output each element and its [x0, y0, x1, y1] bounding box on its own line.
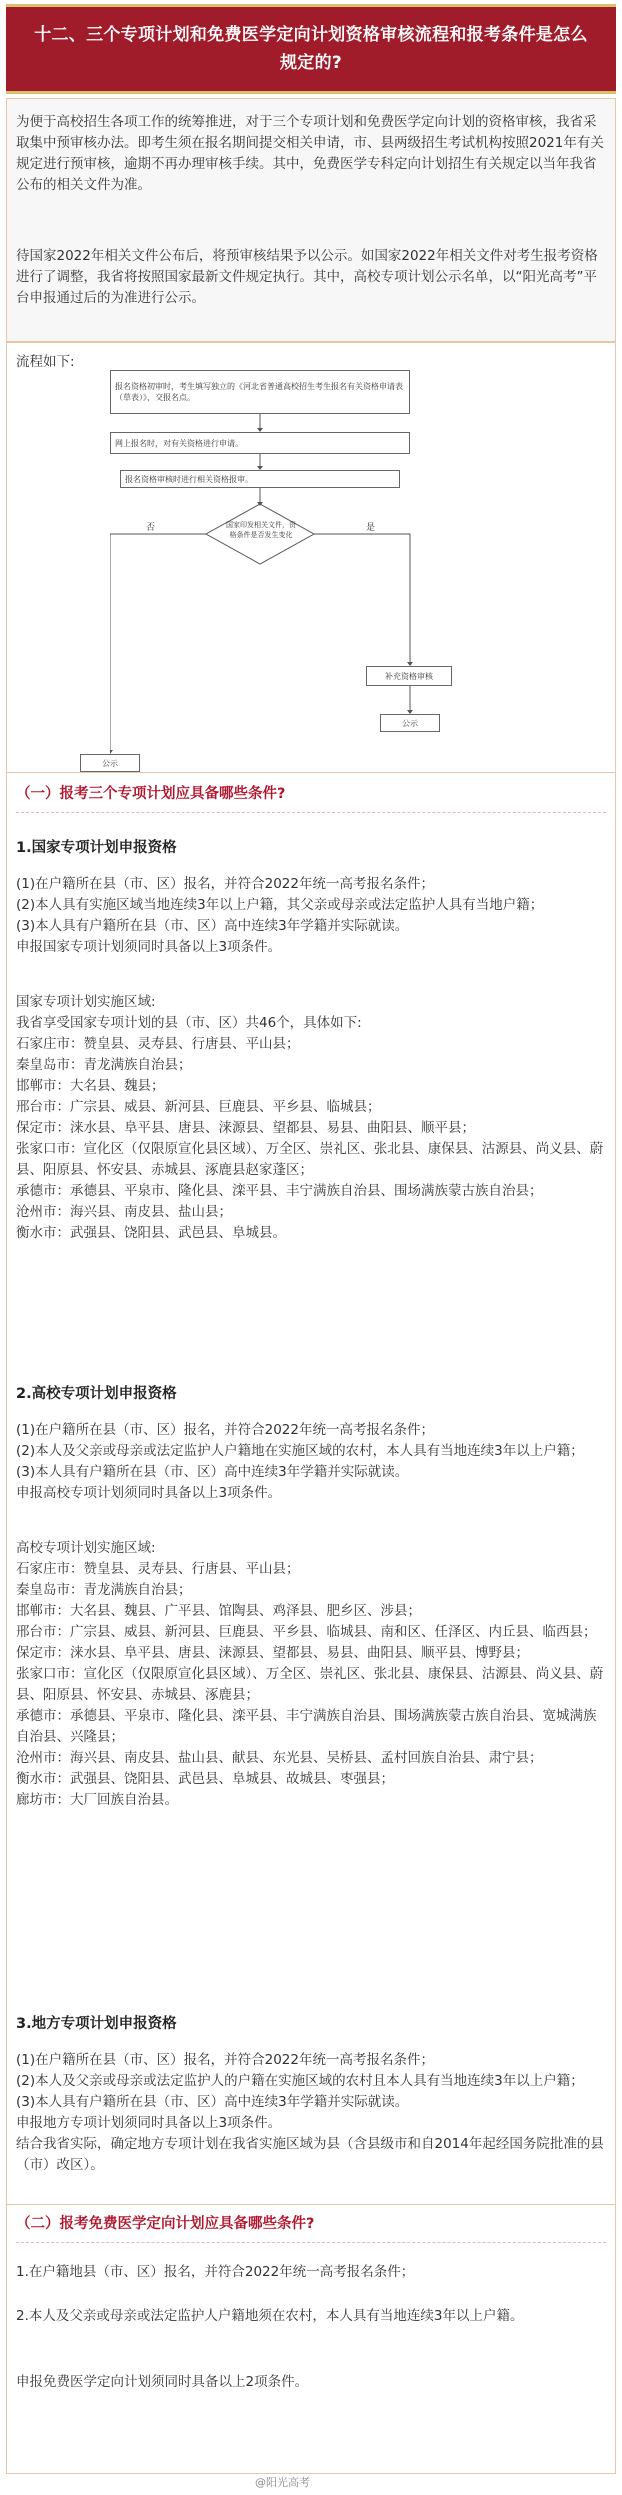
university-area-4: 邢台市：广宗县、威县、新河县、巨鹿县、平乡县、临城县、南和区、任泽区、内丘县、临西县； [16, 1624, 597, 1640]
university-area-5: 保定市：涞水县、阜平县、唐县、涞源县、望都县、易县、曲阳县、顺平县、博野县； [16, 1645, 529, 1661]
flow-step-3: 报名资格审核时进行相关资格报审。 [120, 470, 400, 488]
local-plan-title: 3.地方专项计划申报资格 [16, 2016, 177, 2032]
section-2-divider [6, 2204, 616, 2205]
national-areas [16, 1034, 608, 1244]
national-area-4: 邢台市：广宗县、威县、新河县、巨鹿县、平乡县、临城县； [16, 1099, 381, 1115]
university-area-title: 高校专项计划实施区域: [16, 1540, 156, 1556]
university-area-9: 衡水市：武强县、饶阳县、武邑县、阜城县、故城县、枣强县； [16, 1771, 394, 1787]
intro-paragraph-2: 待国家2022年相关文件公布后，将预审核结果予以公示。如国家2022年相关文件对考生报考资格进行了调整，我省将按照国家最新文件规定执行。其中，高校专项计划公示名单，以“阳光高考”平台申报通过后的为准进行公示。 [16, 248, 598, 306]
flowchart-connectors [110, 362, 510, 770]
local-condition-summary: 申报地方专项计划须同时具备以上3项条件。 [16, 2115, 282, 2131]
national-plan-title: 1.国家专项计划申报资格 [16, 840, 177, 856]
university-condition-1: (1)在户籍所在县（市、区）报名，并符合2022年统一高考报名条件； [16, 1422, 434, 1438]
local-condition-3: (3)本人具有户籍所在县（市、区）高中连续3年学籍并实际就读。 [16, 2094, 409, 2110]
university-condition-3: (3)本人具有户籍所在县（市、区）高中连续3年学籍并实际就读。 [16, 1464, 409, 1480]
university-conditions [16, 1420, 608, 1504]
local-conditions [16, 2050, 608, 2176]
national-area-1: 石家庄市：赞皇县、灵寿县、行唐县、平山县； [16, 1036, 300, 1052]
university-plan-title: 2.高校专项计划申报资格 [16, 1386, 177, 1402]
national-area-6: 张家口市：宣化区（仅限原宣化县区域）、万全区、崇礼区、张北县、康保县、沽源县、尚义县、蔚县、阳原县、怀安县、赤城县、涿鹿县赵家蓬区； [16, 1141, 604, 1178]
flow-publish-left: 公示 [80, 754, 140, 772]
section-2-heading: （二）报考免费医学定向计划应具备哪些条件? [16, 2216, 315, 2232]
university-area-8: 沧州市：海兴县、南皮县、盐山县、献县、东光县、吴桥县、孟村回族自治县、肃宁县； [16, 1750, 543, 1766]
section-1-rule [16, 812, 606, 813]
national-area-3: 邯郸市：大名县、魏县； [16, 1078, 165, 1094]
national-area-8: 沧州市：海兴县、南皮县、盐山县； [16, 1204, 232, 1220]
university-area-2: 秦皇岛市：青龙满族自治县； [16, 1582, 192, 1598]
university-areas [16, 1559, 608, 1811]
flow-decision: 国家印发相关文件，资格条件是否发生变化 [226, 521, 296, 539]
intro-divider [6, 342, 616, 343]
flow-yes-label: 是 [366, 523, 376, 533]
title-banner [6, 4, 616, 94]
flowchart [102, 362, 510, 770]
university-area-3: 邯郸市：大名县、魏县、广平县、馆陶县、鸡泽县、肥乡区、涉县； [16, 1603, 421, 1619]
flow-publish-right: 公示 [380, 714, 440, 732]
national-area-7: 承德市：承德县、平泉市、隆化县、滦平县、丰宁满族自治县、围场满族蒙古族自治县； [16, 1183, 543, 1199]
local-condition-1: (1)在户籍所在县（市、区）报名，并符合2022年统一高考报名条件； [16, 2052, 434, 2068]
flow-step-1: 报名资格初审时，考生填写独立的《河北省普通高校招生考生报名有关资格申请表（草表）》，交报名点。 [110, 370, 410, 414]
national-condition-2: (2)本人具有实施区域当地连续3年以上户籍，其父亲或母亲或法定监护人具有当地户籍； [16, 897, 544, 913]
flow-supplement: 补充资格审核 [366, 666, 452, 686]
national-area-title: 国家专项计划实施区域: [16, 994, 156, 1010]
national-conditions [16, 874, 608, 958]
section-2-rule [16, 2242, 606, 2243]
medical-condition-summary: 申报免费医学定向计划须同时具备以上2项条件。 [16, 2374, 309, 2390]
university-condition-2: (2)本人及父亲或母亲或法定监护人户籍地在实施区域的农村，本人具有当地连续3年以上户籍； [16, 1443, 584, 1459]
section-1-heading: （一）报考三个专项计划应具备哪些条件? [16, 786, 286, 802]
medical-condition-1: 1.在户籍地县（市、区）报名，并符合2022年统一高考报名条件； [16, 2264, 415, 2280]
university-area-6: 张家口市：宣化区（仅限原宣化县区域）、万全区、崇礼区、张北县、康保县、沽源县、尚义县、蔚县、阳原县、怀安县、赤城县、涿鹿县； [16, 1666, 604, 1703]
flow-label: 流程如下: [16, 354, 75, 370]
national-area-intro: 我省享受国家专项计划的县（市、区）共46个，具体如下: [16, 1015, 362, 1031]
national-condition-1: (1)在户籍所在县（市、区）报名，并符合2022年统一高考报名条件； [16, 876, 434, 892]
university-condition-summary: 申报高校专项计划须同时具备以上3项条件。 [16, 1485, 282, 1501]
university-area-10: 廊坊市：大厂回族自治县。 [16, 1792, 178, 1808]
national-area-9: 衡水市：武强县、饶阳县、武邑县、阜城县。 [16, 1225, 286, 1241]
local-condition-scope: 结合我省实际，确定地方专项计划在我省实施区域为县（含县级市和自2014年起经国务院批准的县（市）改区）。 [16, 2136, 604, 2173]
national-area-5: 保定市：涞水县、阜平县、唐县、涞源县、望都县、易县、曲阳县、顺平县； [16, 1120, 475, 1136]
university-area-1: 石家庄市：赞皇县、灵寿县、行唐县、平山县； [16, 1561, 300, 1577]
local-condition-2: (2)本人及父亲或母亲或法定监护人的户籍在实施区域的农村且本人具有当地连续3年以上户籍； [16, 2073, 584, 2089]
national-area-2: 秦皇岛市：青龙满族自治县； [16, 1057, 192, 1073]
intro-paragraph-1: 为便于高校招生各项工作的统筹推进，对于三个专项计划和免费医学定向计划的资格审核，我省采取集中预审核办法。即考生须在报名期间提交相关申请，市、县两级招生考试机构按照2021年有关规定进行预审核，逾期不再办理审核手续。其中，免费医学专科定向计划招生有关规定以当年我省公布的相关文件为准。 [16, 114, 604, 193]
watermark: @阳光高考 [255, 2476, 310, 2489]
flow-step-2: 网上报名时，对有关资格进行申请。 [110, 432, 410, 454]
national-condition-3: (3)本人具有户籍所在县（市、区）高中连续3年学籍并实际就读。 [16, 918, 409, 934]
page-title: 十二、三个专项计划和免费医学定向计划资格审核流程和报考条件是怎么规定的? [34, 25, 588, 73]
flow-no-label: 否 [146, 523, 156, 533]
flow-divider [6, 772, 616, 773]
medical-condition-2: 2.本人及父亲或母亲或法定监护人户籍地须在农村，本人具有当地连续3年以上户籍。 [16, 2308, 524, 2324]
national-condition-summary: 申报国家专项计划须同时具备以上3项条件。 [16, 939, 282, 955]
university-area-7: 承德市：承德县、平泉市、隆化县、滦平县、丰宁满族自治县、围场满族蒙古族自治县、宽城满族自治县、兴隆县； [16, 1708, 597, 1745]
